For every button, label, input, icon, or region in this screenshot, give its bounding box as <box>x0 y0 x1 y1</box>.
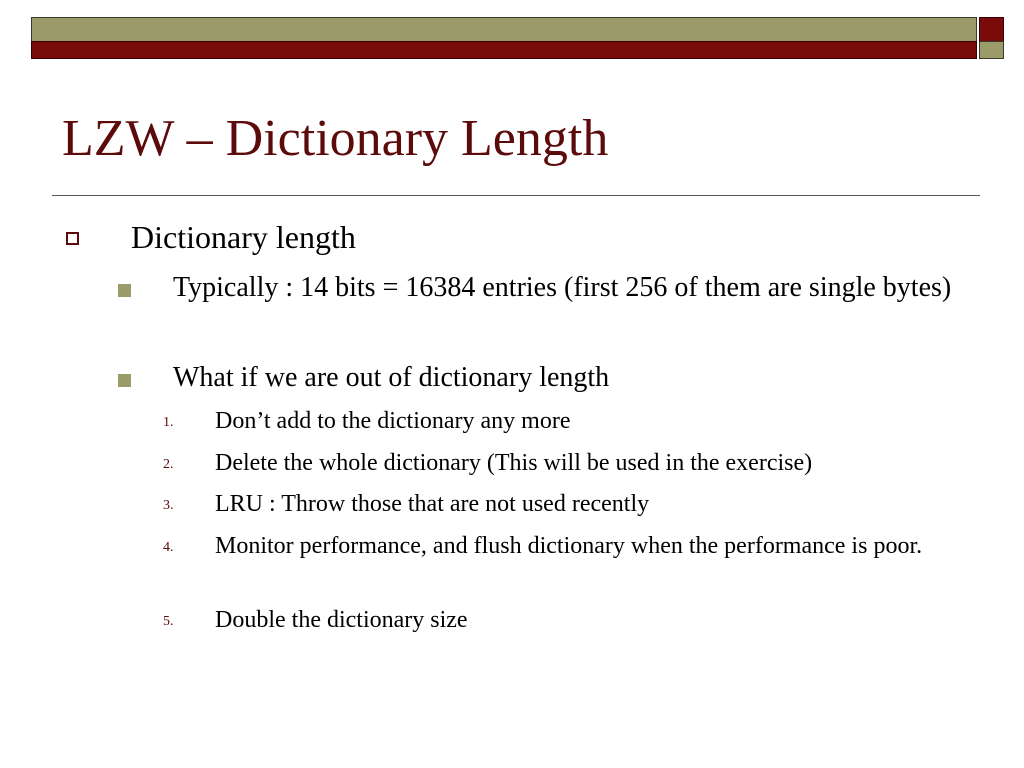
slide-title: LZW – Dictionary Length <box>62 110 609 167</box>
hollow-square-bullet-icon <box>66 232 79 245</box>
list-item: LRU : Throw those that are not used recently <box>215 491 650 517</box>
list-number: 4. <box>163 540 174 555</box>
corner-square-olive <box>979 41 1004 59</box>
square-bullet-icon <box>118 374 131 387</box>
list-item: Don’t add to the dictionary any more <box>215 408 571 434</box>
list-number: 3. <box>163 498 174 513</box>
bullet-dictionary-length: Dictionary length <box>131 219 356 255</box>
list-number: 5. <box>163 614 174 629</box>
sub-bullet-out-of-length: What if we are out of dictionary length <box>173 362 610 393</box>
list-item: Delete the whole dictionary (This will be used in the exercise) <box>215 450 813 476</box>
list-item: Double the dictionary size <box>215 607 468 633</box>
list-item: Monitor performance, and flush dictionary when the performance is poor. <box>215 533 923 559</box>
title-divider <box>52 195 980 196</box>
header-band-maroon <box>31 41 977 59</box>
list-number: 2. <box>163 457 174 472</box>
sub-bullet-typically: Typically : 14 bits = 16384 entries (first 256 of them are single bytes) <box>173 272 952 303</box>
corner-square-maroon <box>979 17 1004 42</box>
square-bullet-icon <box>118 284 131 297</box>
list-number: 1. <box>163 415 174 430</box>
header-band-olive <box>31 17 977 42</box>
